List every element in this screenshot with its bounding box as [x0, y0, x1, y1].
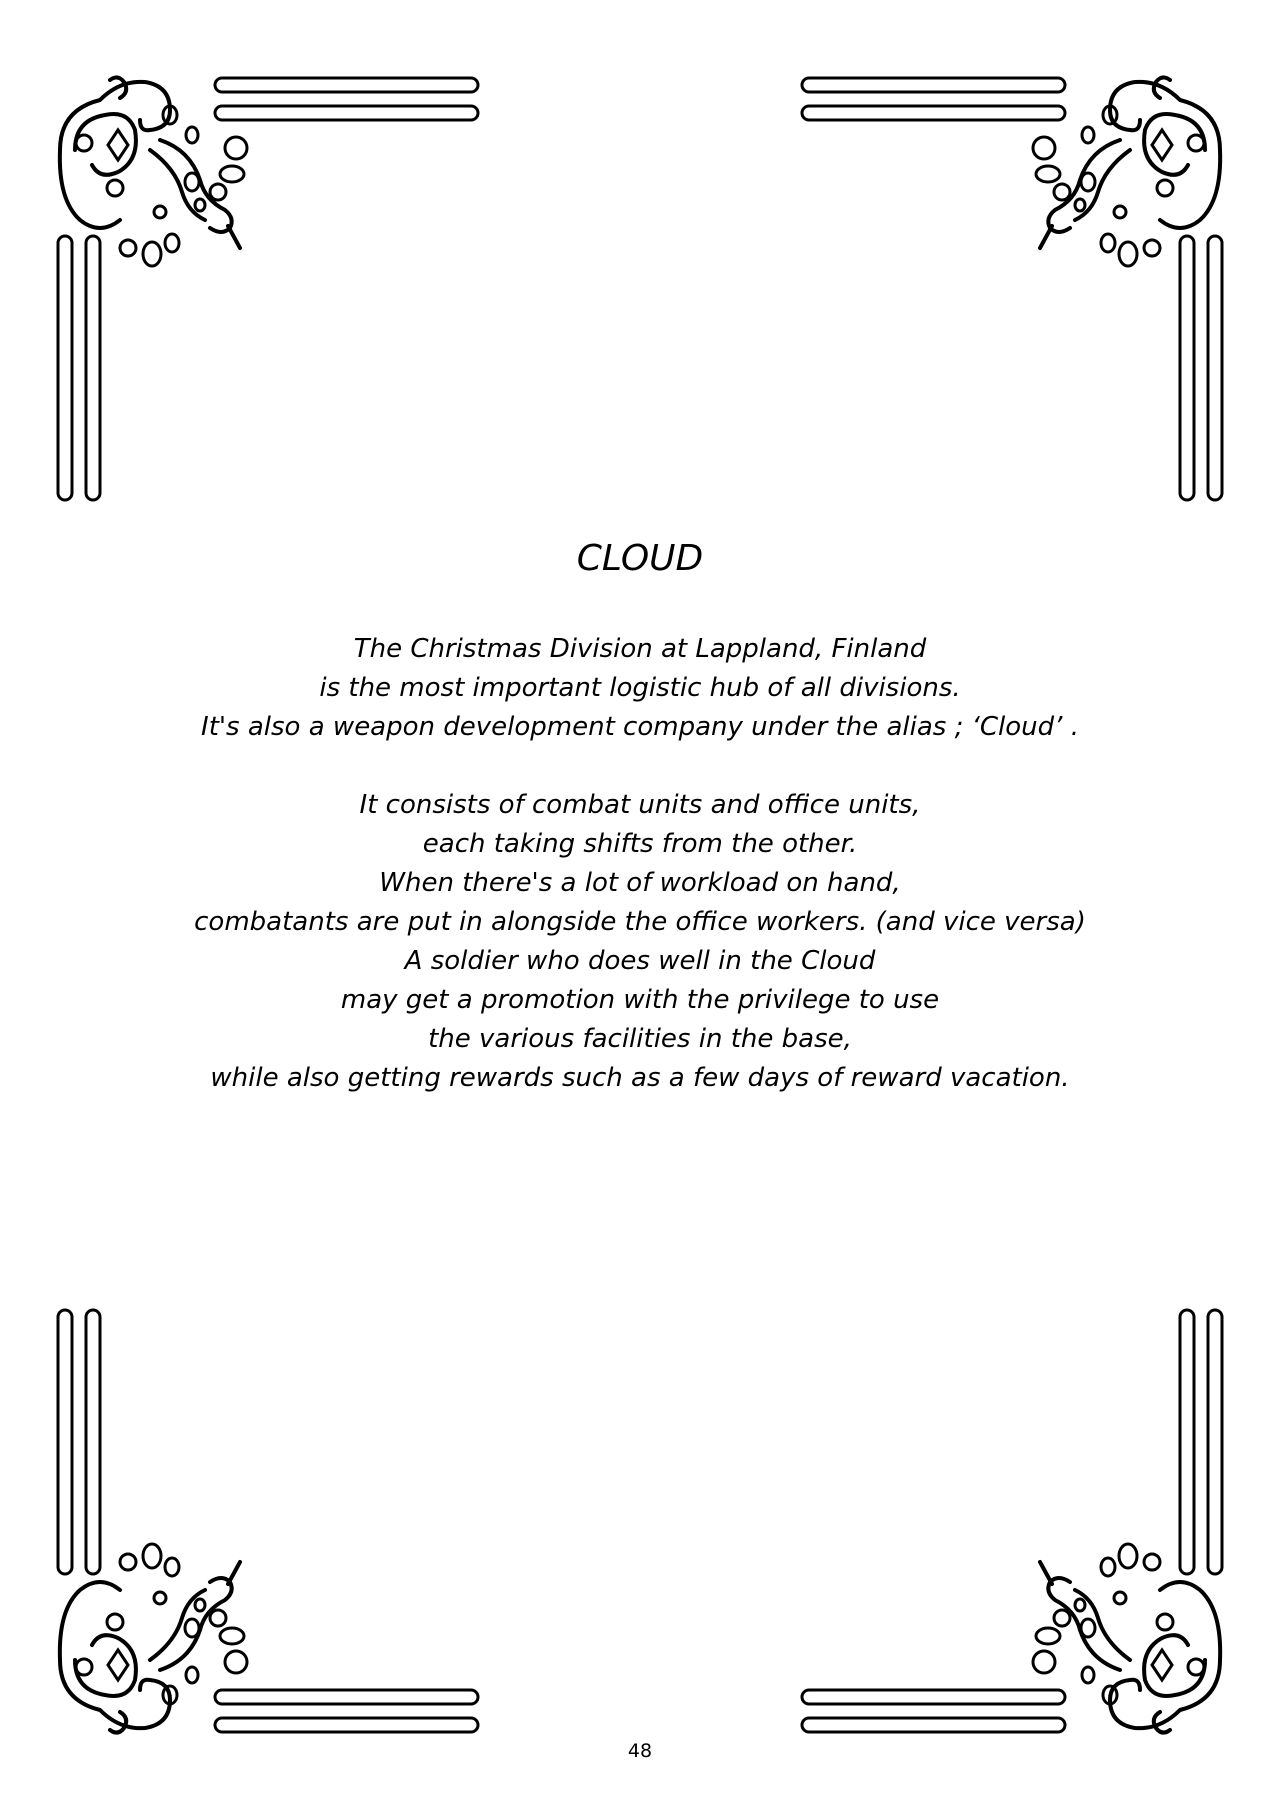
- corner-ornament-bottom-right: [802, 1310, 1222, 1733]
- paragraph-2-line-2: each taking shifts from the other.: [422, 829, 858, 859]
- paragraph-2-line-4: combatants are put in alongside the office workers. (and vice versa): [194, 907, 1086, 937]
- paragraph-1-line-3: It's also a weapon development company under the alias ; ‘Cloud’ .: [201, 712, 1079, 742]
- page-title: CLOUD: [576, 538, 704, 579]
- paragraph-2-line-5: A soldier who does well in the Cloud: [404, 946, 876, 976]
- paragraph-2-line-7: the various facilities in the base,: [428, 1024, 852, 1054]
- paragraph-2-line-1: It consists of combat units and office units,: [359, 790, 921, 820]
- paragraph-2-line-3: When there's a lot of workload on hand,: [379, 868, 901, 898]
- paragraph-1: [60, 630, 1220, 747]
- corner-ornament-top-left: [58, 77, 478, 500]
- page-number: 48: [627, 1740, 653, 1762]
- corner-ornament-top-right: [802, 77, 1222, 500]
- corner-ornament-bottom-left: [58, 1310, 478, 1733]
- paragraph-1-line-2: is the most important logistic hub of all divisions.: [319, 673, 961, 703]
- paragraph-2: [60, 786, 1220, 1098]
- paragraph-2-line-6: may get a promotion with the privilege to use: [340, 985, 940, 1015]
- paragraph-2-line-8: while also getting rewards such as a few days of reward vacation.: [210, 1063, 1070, 1093]
- paragraph-1-line-1: The Christmas Division at Lappland, Finland: [353, 634, 927, 664]
